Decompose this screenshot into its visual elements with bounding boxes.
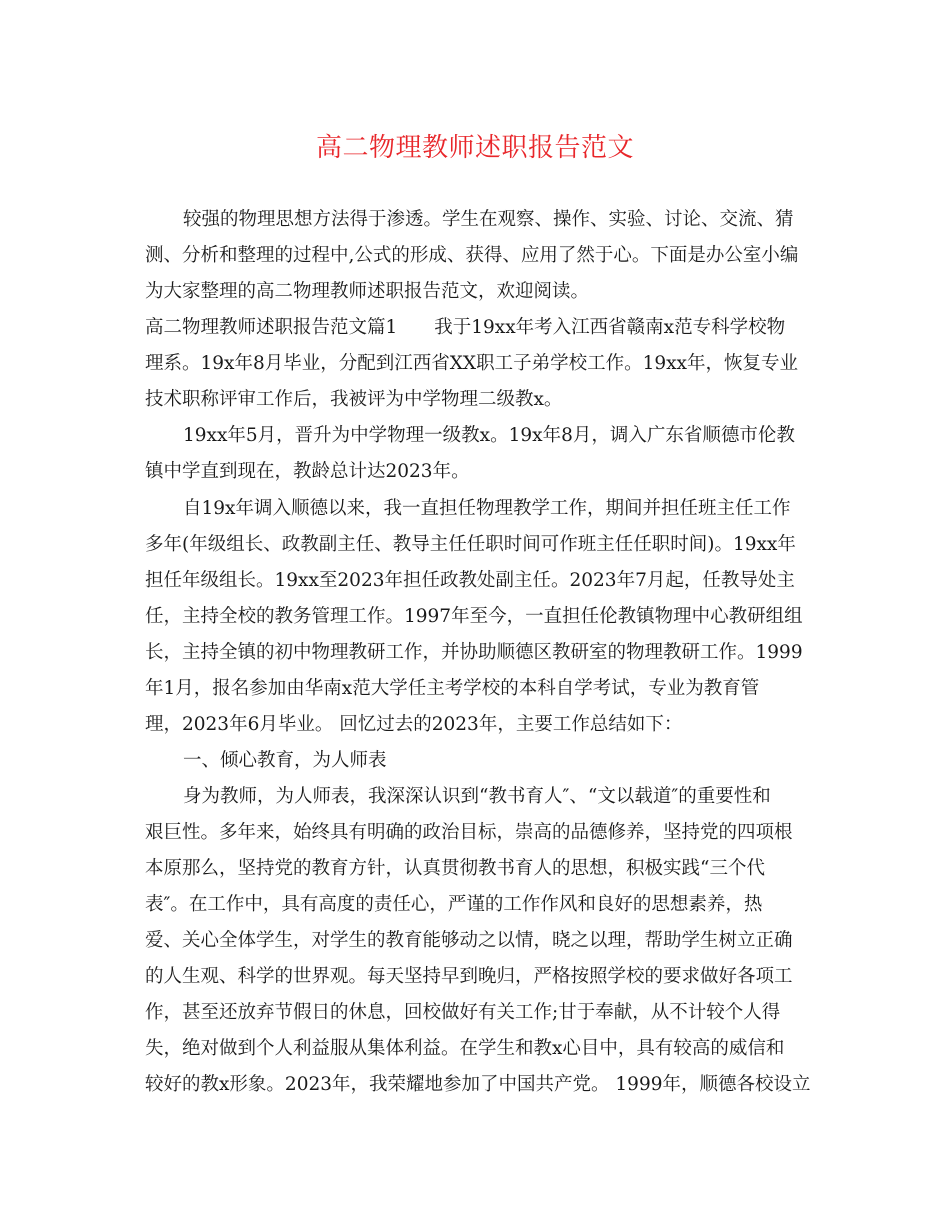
text-line: 理，2023年6月毕业。 回忆过去的2023年，主要工作总结如下： (145, 714, 683, 735)
text-line: 测、分析和整理的过程中,公式的形成、获得、应用了然于心。下面是办公室小编 (145, 245, 799, 266)
text-line: 表″。在工作中，具有高度的责任心，严谨的工作作风和良好的思想素养，热 (145, 894, 763, 915)
text-line: 理系。19x年8月毕业，分配到江西省XX职工子弟学校工作。19xx年，恢复专业 (145, 353, 798, 374)
text-line: 高二物理教师述职报告范文篇1 我于19xx年考入江西省赣南x范专科学校物 (145, 317, 786, 338)
text-line: 技术职称评审工作后，我被评为中学物理二级教x。 (145, 389, 563, 410)
text-line: 长，主持全镇的初中物理教研工作，并协助顺德区教研室的物理教研工作。1999 (145, 642, 803, 663)
text-line: 年1月，报名参加由华南x范大学任主考学校的本科自学考试，专业为教育管 (145, 678, 760, 699)
text-line: 艰巨性。多年来，始终具有明确的政治目标，崇高的品德修养，坚持党的四项根 (145, 822, 793, 843)
document-title: 高二物理教师述职报告范文 (315, 133, 634, 163)
text-line: 的人生观、科学的世界观。每天坚持早到晚归，严格按照学校的要求做好各项工 (145, 966, 793, 987)
text-line: 任，主持全校的教务管理工作。1997年至今，一直担任伦教镇物理中心教研组组 (145, 606, 803, 627)
text-line: 为大家整理的高二物理教师述职报告范文，欢迎阅读。 (145, 281, 590, 302)
text-line: 作，甚至还放弃节假日的休息，回校做好有关工作;甘于奉献，从不计较个人得 (145, 1002, 781, 1023)
text-line: 身为教师，为人师表，我深深认识到“教书育人″、“文以载道″的重要性和 (183, 786, 771, 807)
text-line: 19xx年5月，晋升为中学物理一级教x。19x年8月，调入广东省顺德市伦教 (183, 425, 795, 446)
text-line: 较好的教x形象。2023年，我荣耀地参加了中国共产党。 1999年，顺德各校设立 (145, 1074, 811, 1095)
text-line: 较强的物理思想方法得于渗透。学生在观察、操作、实验、讨论、交流、猜 (183, 209, 794, 230)
text-line: 失，绝对做到个人利益服从集体利益。在学生和教x心目中，具有较高的威信和 (145, 1038, 785, 1059)
text-line: 担任年级组长。19xx至2023年担任政教处副主任。2023年7月起，任教导处主 (145, 570, 795, 591)
text-line: 多年(年级组长、政教副主任、教导主任任职时间可作班主任任职时间)。19xx年 (145, 534, 796, 555)
text-line: 本原那么，坚持党的教育方针，认真贯彻教书育人的思想，积极实践“三个代 (145, 858, 765, 879)
text-line: 自19x年调入顺德以来，我一直担任物理教学工作，期间并担任班主任工作 (183, 498, 791, 519)
text-line: 爱、关心全体学生，对学生的教育能够动之以情，晓之以理，帮助学生树立正确 (145, 930, 793, 951)
text-line: 镇中学直到现在，教龄总计达2023年。 (145, 461, 470, 482)
section-heading: 一、倾心教育，为人师表 (183, 750, 387, 771)
